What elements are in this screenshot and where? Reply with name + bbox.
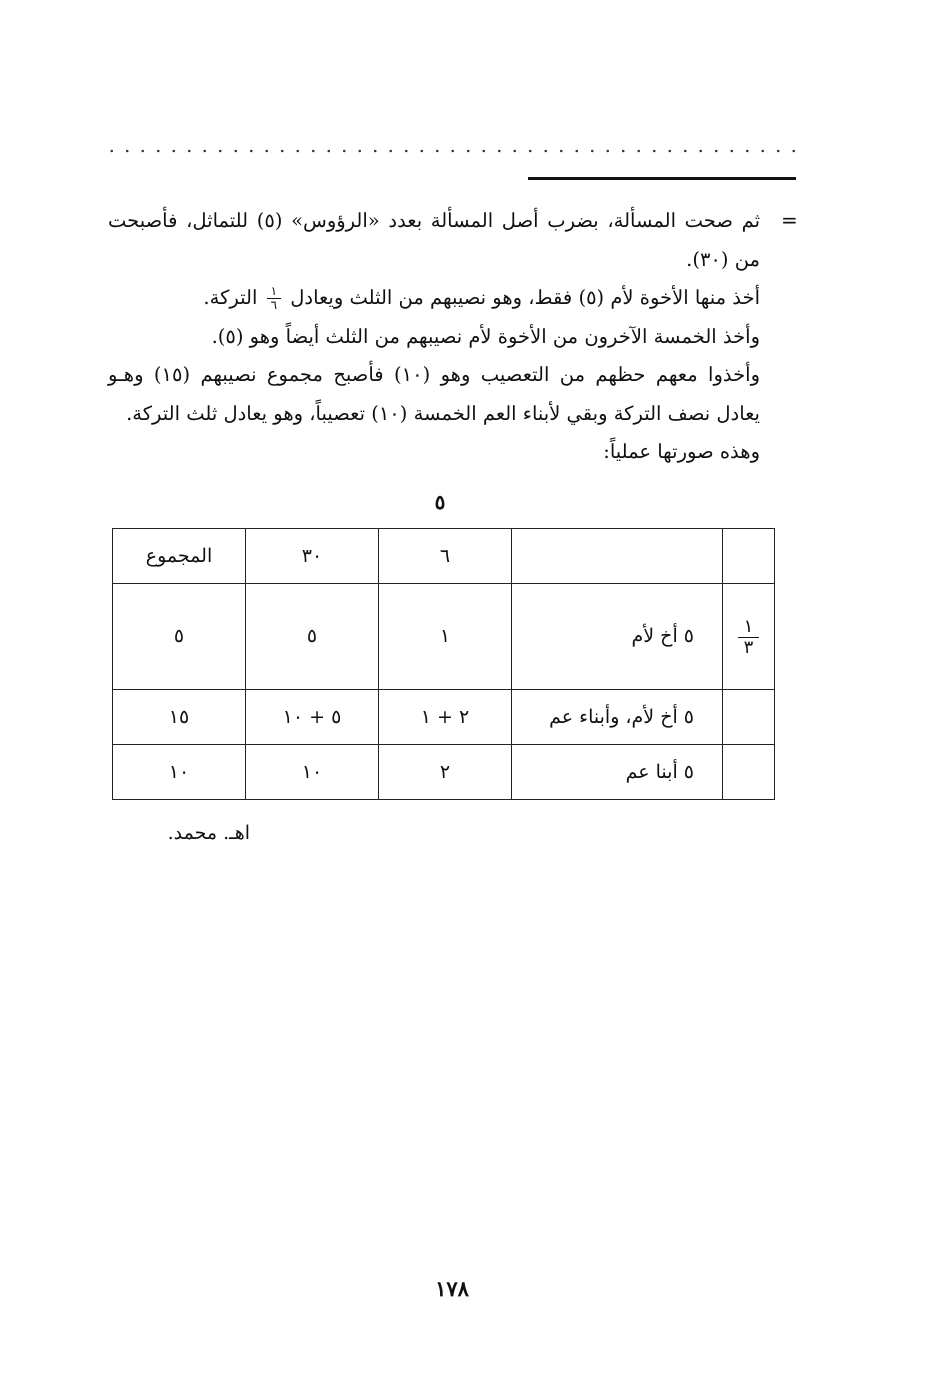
total-cell: ٥: [113, 584, 246, 690]
paragraph-3: وأخذ الخمسة الآخرون من الأخوة لأم نصيبهم من الثلث أيضاً وهو (٥).: [211, 324, 760, 348]
share-numerator: ١: [738, 617, 760, 638]
base-cell: ١: [379, 584, 512, 690]
base-cell: ٢ + ١: [379, 689, 512, 744]
corrected-cell: ٥: [246, 584, 379, 690]
paragraph-2-start: أخذ منها الأخوة لأم (٥) فقط، وهو نصيبهم من الثلث ويعادل: [290, 286, 760, 309]
body-text: [108, 202, 760, 472]
dotted-separator: [104, 146, 796, 156]
section-rule: [528, 177, 796, 180]
header-corrected-cell: ٣٠: [246, 529, 379, 584]
heir-cell: ٥ أخ لأم: [512, 584, 723, 690]
table-heads-count: ٥: [434, 490, 446, 514]
header-base-cell: ٦: [379, 529, 512, 584]
table-row: [113, 744, 775, 799]
share-fraction: [738, 617, 760, 658]
share-denominator: ٣: [743, 636, 754, 658]
equals-marker: =: [781, 208, 798, 232]
total-cell: ١٥: [113, 689, 246, 744]
paragraph-4: وأخذوا معهم حظهم من التعصيب وهو (١٠) فأصبح مجموع نصيبهم (١٥) وهـو يعادل نصف التركة وبقي لأبناء العم الخمسة (١٠) تعصيباً، وهو يعادل ثلث التركة.: [108, 363, 761, 425]
paragraph-2: [108, 279, 760, 318]
header-heir-cell: [512, 529, 723, 584]
corrected-cell: ٥ + ١٠: [246, 689, 379, 744]
share-cell: [723, 584, 775, 690]
fraction-denominator: ٦: [270, 298, 278, 312]
header-total-cell: المجموع: [113, 529, 246, 584]
heir-cell: ٥ أخ لأم، وأبناء عم: [512, 689, 723, 744]
heir-cell: ٥ أبنا عم: [512, 744, 723, 799]
signature: اهـ. محمد.: [167, 822, 250, 844]
paragraph-1: ثم صحت المسألة، بضرب أصل المسألة بعدد «الرؤوس» (٥) للتماثل، فأصبحت من (٣٠).: [108, 209, 760, 271]
inheritance-table: [112, 528, 775, 800]
paragraph-2-end: التركة.: [203, 286, 258, 309]
share-cell: [723, 689, 775, 744]
page-number: ١٧٨: [435, 1276, 469, 1301]
paragraph-5: وهذه صورتها عملياً:: [603, 440, 760, 463]
fraction-one-sixth: [267, 285, 281, 312]
share-cell: [723, 744, 775, 799]
table-row: [113, 584, 775, 690]
table-header-row: [113, 529, 775, 584]
total-cell: ١٠: [113, 744, 246, 799]
table-row: [113, 689, 775, 744]
corrected-cell: ١٠: [246, 744, 379, 799]
header-share-cell: [723, 529, 775, 584]
base-cell: ٢: [379, 744, 512, 799]
fraction-numerator: ١: [267, 285, 281, 299]
